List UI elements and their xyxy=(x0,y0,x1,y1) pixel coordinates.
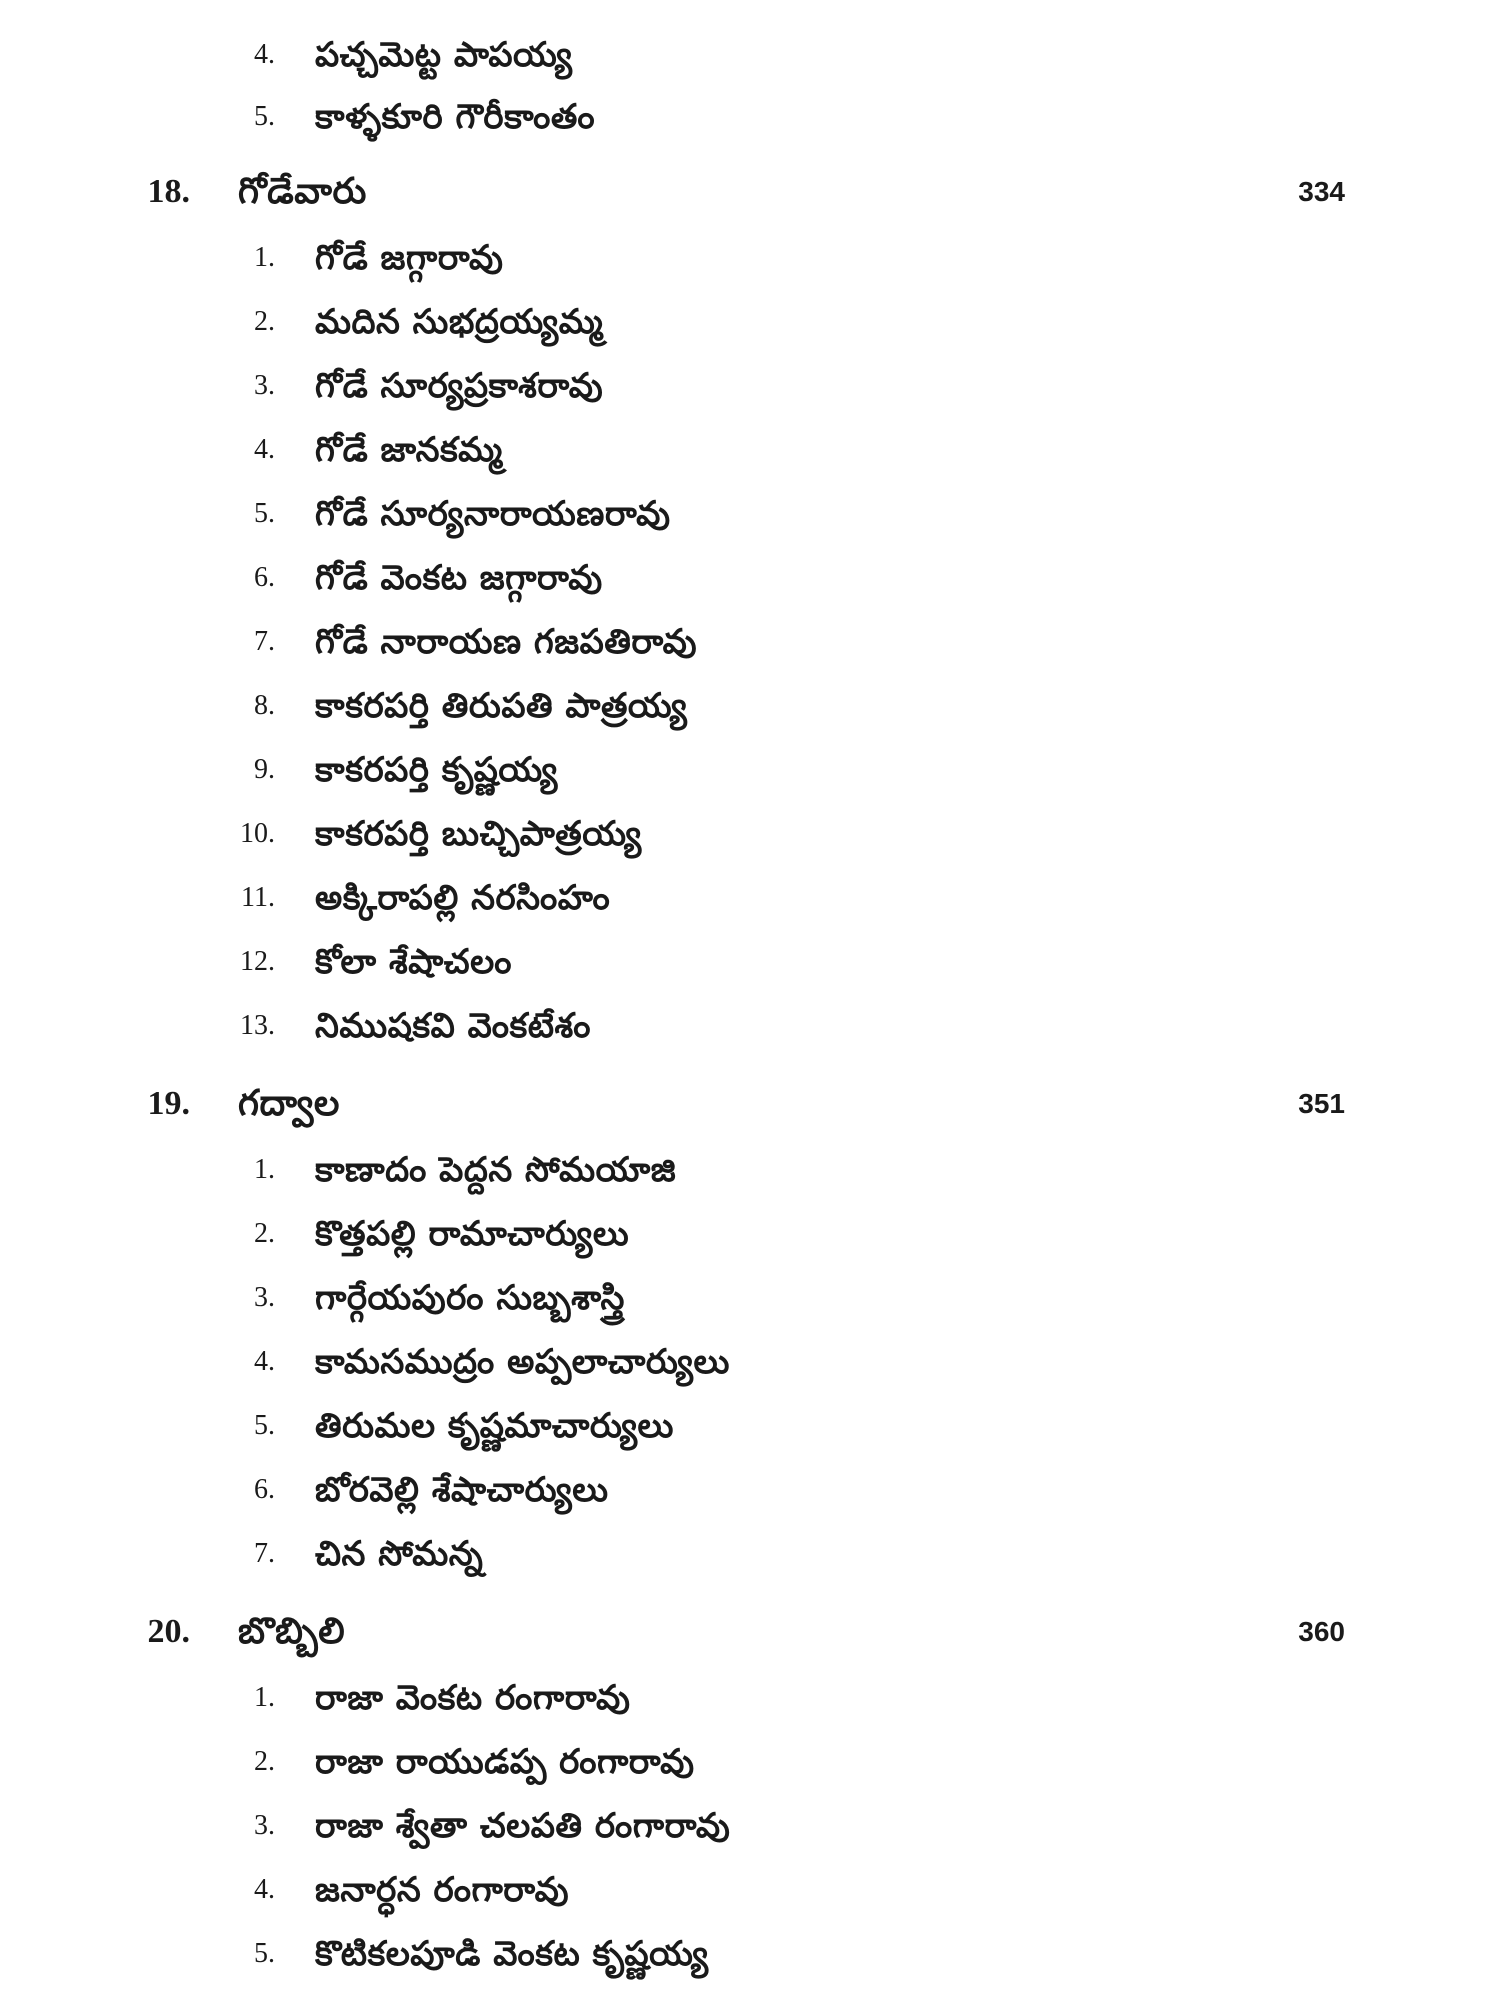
list-item xyxy=(0,1332,1500,1392)
item-text: జనార్ధన రంగారావు xyxy=(315,1870,569,1910)
list-item xyxy=(0,484,1500,544)
item-text: రాజా రాయుడప్ప రంగారావు xyxy=(315,1742,695,1782)
item-number: 5. xyxy=(254,498,275,529)
section-title: బొబ్బిలి xyxy=(238,1611,346,1652)
list-item xyxy=(0,1460,1500,1520)
section-page-number: 334 xyxy=(1298,176,1345,207)
item-number: 5. xyxy=(254,101,275,132)
list-item xyxy=(0,420,1500,480)
item-text: కాణాదం పెద్దన సోమయాజి xyxy=(315,1150,677,1190)
list-item xyxy=(0,548,1500,608)
section-title: గోడేవారు xyxy=(238,171,367,212)
item-text: గోడే సూర్యప్రకాశరావు xyxy=(315,366,604,406)
item-text: కొటికలపూడి వెంకట కృష్ణయ్య xyxy=(315,1934,709,1974)
list-item xyxy=(0,676,1500,736)
item-text: గోడే నారాయణ గజపతిరావు xyxy=(315,622,698,662)
item-number: 3. xyxy=(254,1282,275,1313)
item-number: 1. xyxy=(254,1682,275,1713)
item-number: 3. xyxy=(254,370,275,401)
item-number: 10. xyxy=(240,818,275,849)
item-text: మదిన సుభద్రయ్యమ్మ xyxy=(315,302,604,342)
list-item xyxy=(0,1396,1500,1456)
section-heading xyxy=(0,162,1500,222)
list-item xyxy=(0,1860,1500,1920)
item-number: 5. xyxy=(254,1938,275,1969)
list-item xyxy=(0,1796,1500,1856)
item-text: గోడే సూర్యనారాయణరావు xyxy=(315,494,671,534)
list-item xyxy=(0,868,1500,928)
section-number: 20. xyxy=(147,1613,190,1650)
list-item xyxy=(0,87,1500,147)
list-item xyxy=(0,1668,1500,1728)
item-number: 3. xyxy=(254,1810,275,1841)
section-title: గద్వాల xyxy=(238,1083,340,1124)
item-text: బోరవెల్లి శేషాచార్యులు xyxy=(315,1470,609,1510)
item-text: రాజా వెంకట రంగారావు xyxy=(315,1678,631,1718)
item-number: 7. xyxy=(254,1538,275,1569)
list-item xyxy=(0,292,1500,352)
item-number: 1. xyxy=(254,242,275,273)
item-text: కాకరపర్తి తిరుపతి పాత్రయ్య xyxy=(315,686,688,726)
section-page-number: 360 xyxy=(1298,1616,1345,1647)
item-number: 11. xyxy=(241,882,275,913)
list-item xyxy=(0,25,1500,85)
list-item xyxy=(0,1732,1500,1792)
item-number: 4. xyxy=(254,1874,275,1905)
item-number: 5. xyxy=(254,1410,275,1441)
list-item xyxy=(0,356,1500,416)
item-number: 6. xyxy=(254,1474,275,1505)
list-item xyxy=(0,740,1500,800)
item-number: 4. xyxy=(254,434,275,465)
item-number: 6. xyxy=(254,562,275,593)
item-number: 4. xyxy=(254,39,275,70)
item-number: 13. xyxy=(240,1010,275,1041)
item-number: 2. xyxy=(254,1218,275,1249)
section-heading xyxy=(0,1602,1500,1662)
list-item xyxy=(0,1204,1500,1264)
item-number: 8. xyxy=(254,690,275,721)
item-text: పచ్చమెట్ట పాపయ్య xyxy=(315,35,573,75)
list-item xyxy=(0,1924,1500,1984)
section-number: 18. xyxy=(147,173,190,210)
item-number: 12. xyxy=(240,946,275,977)
item-text: కామసముద్రం అప్పలాచార్యులు xyxy=(315,1342,730,1382)
item-text: గోడే వెంకట జగ్గారావు xyxy=(315,558,603,598)
list-item xyxy=(0,804,1500,864)
item-text: కొత్తపల్లి రామాచార్యులు xyxy=(315,1214,630,1254)
list-item xyxy=(0,1140,1500,1200)
item-text: గార్గేయపురం సుబ్బశాస్త్రి xyxy=(315,1278,625,1318)
section-heading xyxy=(0,1074,1500,1134)
list-item xyxy=(0,228,1500,288)
item-text: అక్కిరాపల్లి నరసింహం xyxy=(315,878,611,918)
item-number: 1. xyxy=(254,1154,275,1185)
item-text: గోడే జగ్గారావు xyxy=(315,238,504,278)
item-number: 4. xyxy=(254,1346,275,1377)
list-item xyxy=(0,1268,1500,1328)
list-item xyxy=(0,996,1500,1056)
item-text: నిముషకవి వెంకటేశం xyxy=(315,1006,591,1046)
list-item xyxy=(0,932,1500,992)
item-text: కోలా శేషాచలం xyxy=(315,942,512,982)
item-text: చిన సోమన్న xyxy=(315,1534,484,1574)
item-number: 2. xyxy=(254,306,275,337)
item-text: రాజా శ్వేతా చలపతి రంగారావు xyxy=(315,1806,731,1846)
item-text: గోడే జానకమ్మ xyxy=(315,430,503,470)
list-item xyxy=(0,1524,1500,1584)
item-text: కాళ్ళకూరి గౌరీకాంతం xyxy=(315,97,596,137)
list-item xyxy=(0,612,1500,672)
section-number: 19. xyxy=(147,1085,190,1122)
item-text: కాకరపర్తి కృష్ణయ్య xyxy=(315,750,558,790)
item-text: కాకరపర్తి బుచ్చిపాత్రయ్య xyxy=(315,814,642,854)
item-number: 7. xyxy=(254,626,275,657)
item-number: 9. xyxy=(254,754,275,785)
item-text: తిరుమల కృష్ణమాచార్యులు xyxy=(315,1406,674,1446)
item-number: 2. xyxy=(254,1746,275,1777)
section-page-number: 351 xyxy=(1298,1088,1345,1119)
